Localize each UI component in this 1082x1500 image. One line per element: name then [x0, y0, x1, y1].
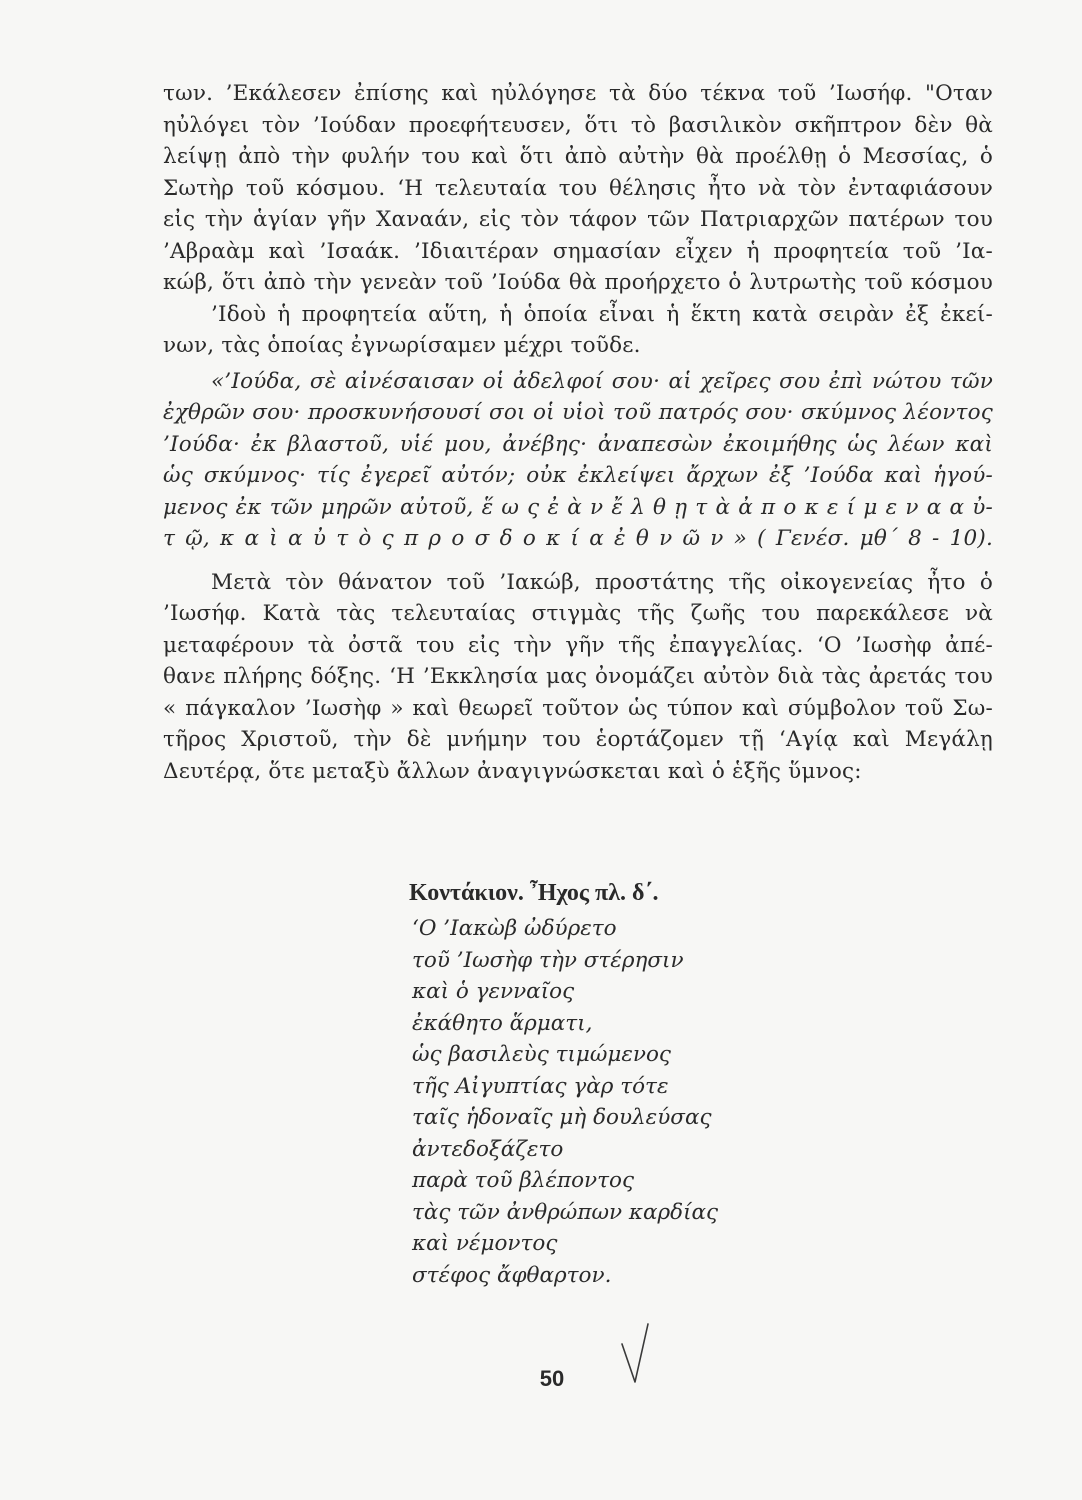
text-line: « πάγκαλον ’Ιωσὴφ » καὶ θεωρεῖ τοῦτον ὡς τύπον καὶ σύμβολον τοῦ Σω- [163, 695, 993, 721]
text-line: ηὐλόγει τὸν ’Ιούδαν προεφήτευσεν, ὅτι τὸ βασιλικὸν σκῆπτρον δὲν θὰ [163, 112, 993, 138]
quote-line: «’Ιούδα, σὲ αἰνέσαισαν οἱ ἀδελφοί σου· αἱ χεῖρες σου ἐπὶ νώτου τῶν [211, 368, 993, 394]
text-line: των. ’Εκάλεσεν ἐπίσης καὶ ηὐλόγησε τὰ δύο τέκνα τοῦ ’Ιωσήφ. "Οταν [163, 81, 993, 106]
hymn-line: τῆς Αἰγυπτίας γὰρ τότε [412, 1073, 669, 1099]
hymn-line: καὶ νέμοντος [412, 1231, 558, 1256]
paragraph-2 [163, 567, 993, 788]
hymn-line: ἀντεδοξάζετο [412, 1136, 564, 1162]
quote-line: ’Ιούδα· ἐκ βλαστοῦ, υἱέ μου, ἀνέβης· ἀναπεσὼν ἐκοιμήθης ὡς λέων καὶ [163, 431, 993, 457]
hymn-line: ὡς βασιλεὺς τιμώμενος [412, 1042, 671, 1067]
quote-line: ὡς σκύμνος· τίς ἐγερεῖ αὐτόν; οὐκ ἐκλείψει ἄρχων ἐξ ’Ιούδα καὶ ἡγού- [163, 463, 993, 488]
quote-line: μενος ἐκ τῶν μηρῶν αὐτοῦ, ἕ ω ς ἐ ὰ ν ἔ λ θ ῃ τ ὰ ἀ π ο κ ε ί μ ε ν α α ὐ- [163, 494, 993, 520]
text-line: ’Αβραὰμ καὶ ’Ισαάκ. ’Ιδιαιτέραν σημασίαν εἶχεν ἡ προφητεία τοῦ ’Ια- [163, 238, 993, 264]
hymn-line: ‘Ο ’Ιακὼβ ὠδύρετο [412, 916, 617, 941]
text-line: νων, τὰς ὁποίας ἐγνωρίσαμεν μέχρι τοῦδε. [163, 333, 641, 358]
text-line: ’Ιδοὺ ἡ προφητεία αὕτη, ἡ ὁποία εἶναι ἡ ἕκτη κατὰ σειρὰν ἐξ ἐκεί- [211, 301, 993, 327]
quote-line: τ ῷ, κ α ὶ α ὐ τ ὸ ς π ρ ο σ δ ο κ ί α ἐ θ ν ῶ ν » ( Γενέσ. μθ΄ 8 - 10). [163, 526, 993, 551]
hymn-line: καὶ ὁ γενναῖος [412, 979, 575, 1004]
hymn-line: παρὰ τοῦ βλέποντος [412, 1168, 635, 1193]
page-number: 50 [539, 1366, 565, 1391]
hymn-title: Κοντάκιον. ῏Ηχος πλ. δ΄. [409, 880, 659, 906]
text-line: ’Ιωσήφ. Κατὰ τὰς τελευταίας στιγμὰς τῆς ζωῆς του παρεκάλεσε νὰ [163, 601, 993, 626]
hymn-line: στέφος ἄφθαρτον. [412, 1262, 612, 1288]
text-line: Μετὰ τὸν θάνατον τοῦ ’Ιακώβ, προστάτης τῆς οἰκογενείας ἦτο ὁ [211, 569, 993, 595]
text-line: μεταφέρουν τὰ ὀστᾶ του εἰς τὴν γῆν τῆς ἐπαγγελίας. ‘Ο ’Ιωσὴφ ἀπέ- [163, 632, 993, 658]
text-line: Δευτέρᾳ, ὅτε μεταξὺ ἄλλων ἀναγιγνώσκεται καὶ ὁ ἑξῆς ὕμνος: [163, 758, 862, 784]
check-mark-icon [618, 1322, 654, 1388]
text-line: θανε πλήρης δόξης. ‘Η ’Εκκλησία μας ὀνομάζει αὐτὸν διὰ τὰς ἀρετάς του [163, 664, 993, 689]
text-line: εἰς τὴν ἁγίαν γῆν Χαναάν, εἰς τὸν τάφον τῶν Πατριαρχῶν πατέρων του [163, 207, 993, 232]
hymn-line: τοῦ ’Ιωσὴφ τὴν στέρησιν [412, 947, 684, 973]
hymn-block [409, 880, 912, 1291]
hymn-line: ταῖς ἡδοναῖς μὴ δουλεύσας [412, 1105, 712, 1130]
text-line: λείψῃ ἀπὸ τὴν φυλήν του καὶ ὅτι ἀπὸ αὐτὴν θὰ προέλθῃ ὁ Μεσσίας, ὁ [163, 144, 993, 169]
hymn-line: τὰς τῶν ἀνθρώπων καρδίας [412, 1199, 719, 1225]
text-line: κώβ, ὅτι ἀπὸ τὴν γενεὰν τοῦ ’Ιούδα θὰ προήρχετο ὁ λυτρωτὴς τοῦ κόσμου [163, 270, 993, 295]
paragraph-1 [163, 78, 993, 362]
scripture-quote [163, 366, 993, 555]
text-line: Σωτὴρ τοῦ κόσμου. ‘Η τελευταία του θέλησις ἦτο νὰ τὸν ἐνταφιάσουν [163, 175, 993, 201]
text-line: τῆρος Χριστοῦ, τὴν δὲ μνήμην του ἑορτάζομεν τῇ ‘Αγίᾳ καὶ Μεγάλῃ [163, 727, 993, 752]
hymn-line: ἐκάθητο ἅρματι, [412, 1010, 593, 1036]
quote-line: ἐχθρῶν σου· προσκυνήσουσί σοι οἱ υἱοὶ τοῦ πατρός σου· σκύμνος λέοντος [163, 400, 993, 425]
page-body [163, 78, 993, 787]
